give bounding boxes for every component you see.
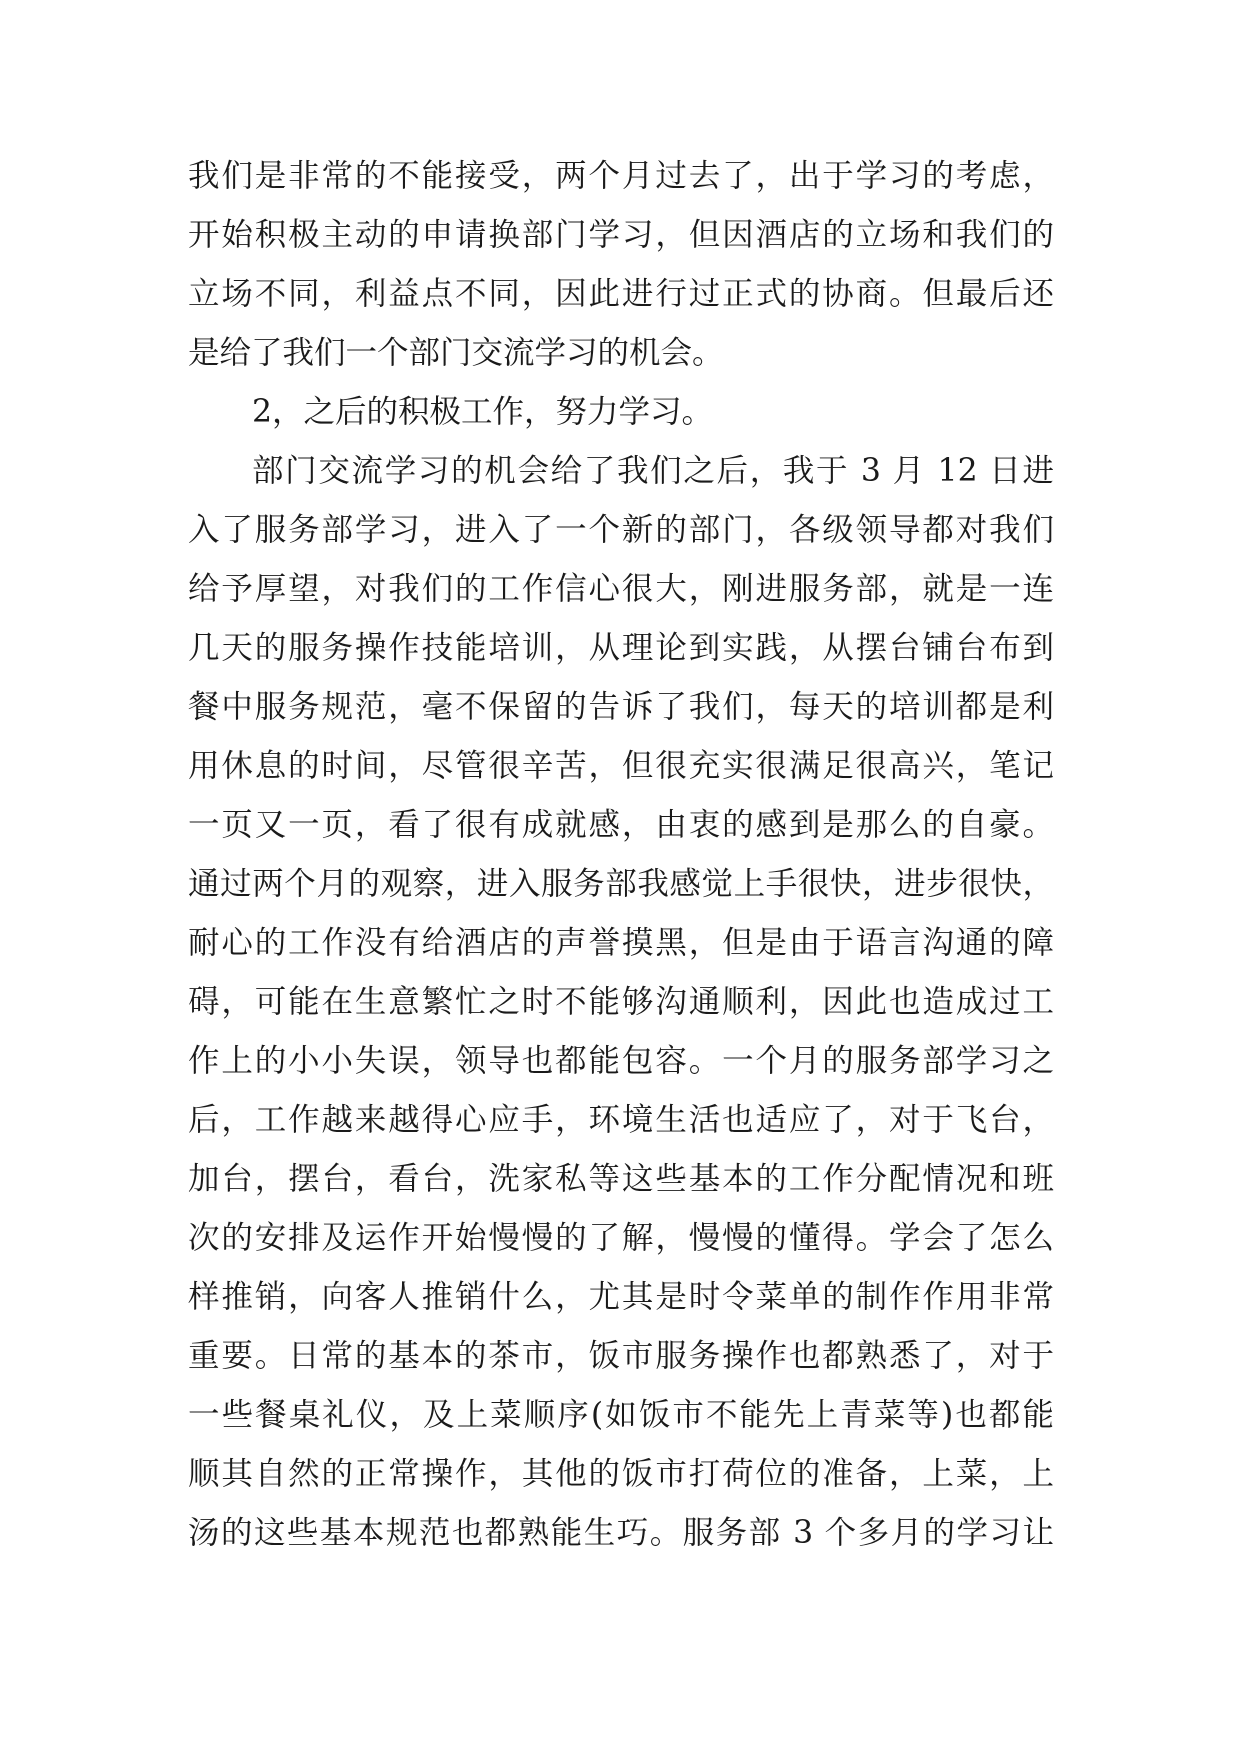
text-line: 样推销，向客人推销什么，尤其是时令菜单的制作作用非常 bbox=[188, 1279, 1054, 1315]
text-line: 一页又一页，看了很有成就感，由衷的感到是那么的自豪。 bbox=[188, 807, 1054, 843]
text-line: 给予厚望，对我们的工作信心很大，刚进服务部，就是一连 bbox=[188, 571, 1054, 607]
text-line: 碍，可能在生意繁忙之时不能够沟通顺利，因此也造成过工 bbox=[188, 984, 1054, 1020]
text-line: 开始积极主动的申请换部门学习，但因酒店的立场和我们的 bbox=[188, 217, 1054, 253]
text-line: 餐中服务规范，毫不保留的告诉了我们，每天的培训都是利 bbox=[188, 689, 1054, 725]
text-line: 加台，摆台，看台，洗家私等这些基本的工作分配情况和班 bbox=[188, 1161, 1054, 1197]
text-line: 耐心的工作没有给酒店的声誉摸黑，但是由于语言沟通的障 bbox=[188, 925, 1054, 961]
text-line: 顺其自然的正常操作，其他的饭市打荷位的准备，上菜，上 bbox=[188, 1456, 1054, 1492]
text-line: 次的安排及运作开始慢慢的了解，慢慢的懂得。学会了怎么 bbox=[188, 1220, 1054, 1256]
text-line: 立场不同，利益点不同，因此进行过正式的协商。但最后还 bbox=[188, 276, 1054, 312]
text-line: 用休息的时间，尽管很辛苦，但很充实很满足很高兴，笔记 bbox=[188, 748, 1054, 784]
text-line: 我们是非常的不能接受，两个月过去了，出于学习的考虑， bbox=[188, 158, 1054, 194]
text-line: 几天的服务操作技能培训，从理论到实践，从摆台铺台布到 bbox=[188, 630, 1054, 666]
text-line: 重要。日常的基本的茶市，饭市服务操作也都熟悉了，对于 bbox=[188, 1338, 1054, 1374]
text-line: 一些餐桌礼仪，及上菜顺序(如饭市不能先上青菜等)也都能 bbox=[188, 1397, 1054, 1433]
text-line: 入了服务部学习，进入了一个新的部门，各级领导都对我们 bbox=[188, 512, 1054, 548]
text-line: 是给了我们一个部门交流学习的机会。 bbox=[188, 335, 724, 371]
text-line: 汤的这些基本规范也都熟能生巧。服务部 3 个多月的学习让 bbox=[188, 1515, 1054, 1551]
text-line: 后，工作越来越得心应手，环境生活也适应了，对于飞台， bbox=[188, 1102, 1054, 1138]
section-heading: 2，之后的积极工作，努力学习。 bbox=[252, 394, 714, 430]
text-line: 部门交流学习的机会给了我们之后，我于 3 月 12 日进 bbox=[252, 453, 1054, 489]
text-line: 通过两个月的观察，进入服务部我感觉上手很快，进步很快， bbox=[188, 866, 1054, 902]
text-line: 作上的小小失误，领导也都能包容。一个月的服务部学习之 bbox=[188, 1043, 1054, 1079]
